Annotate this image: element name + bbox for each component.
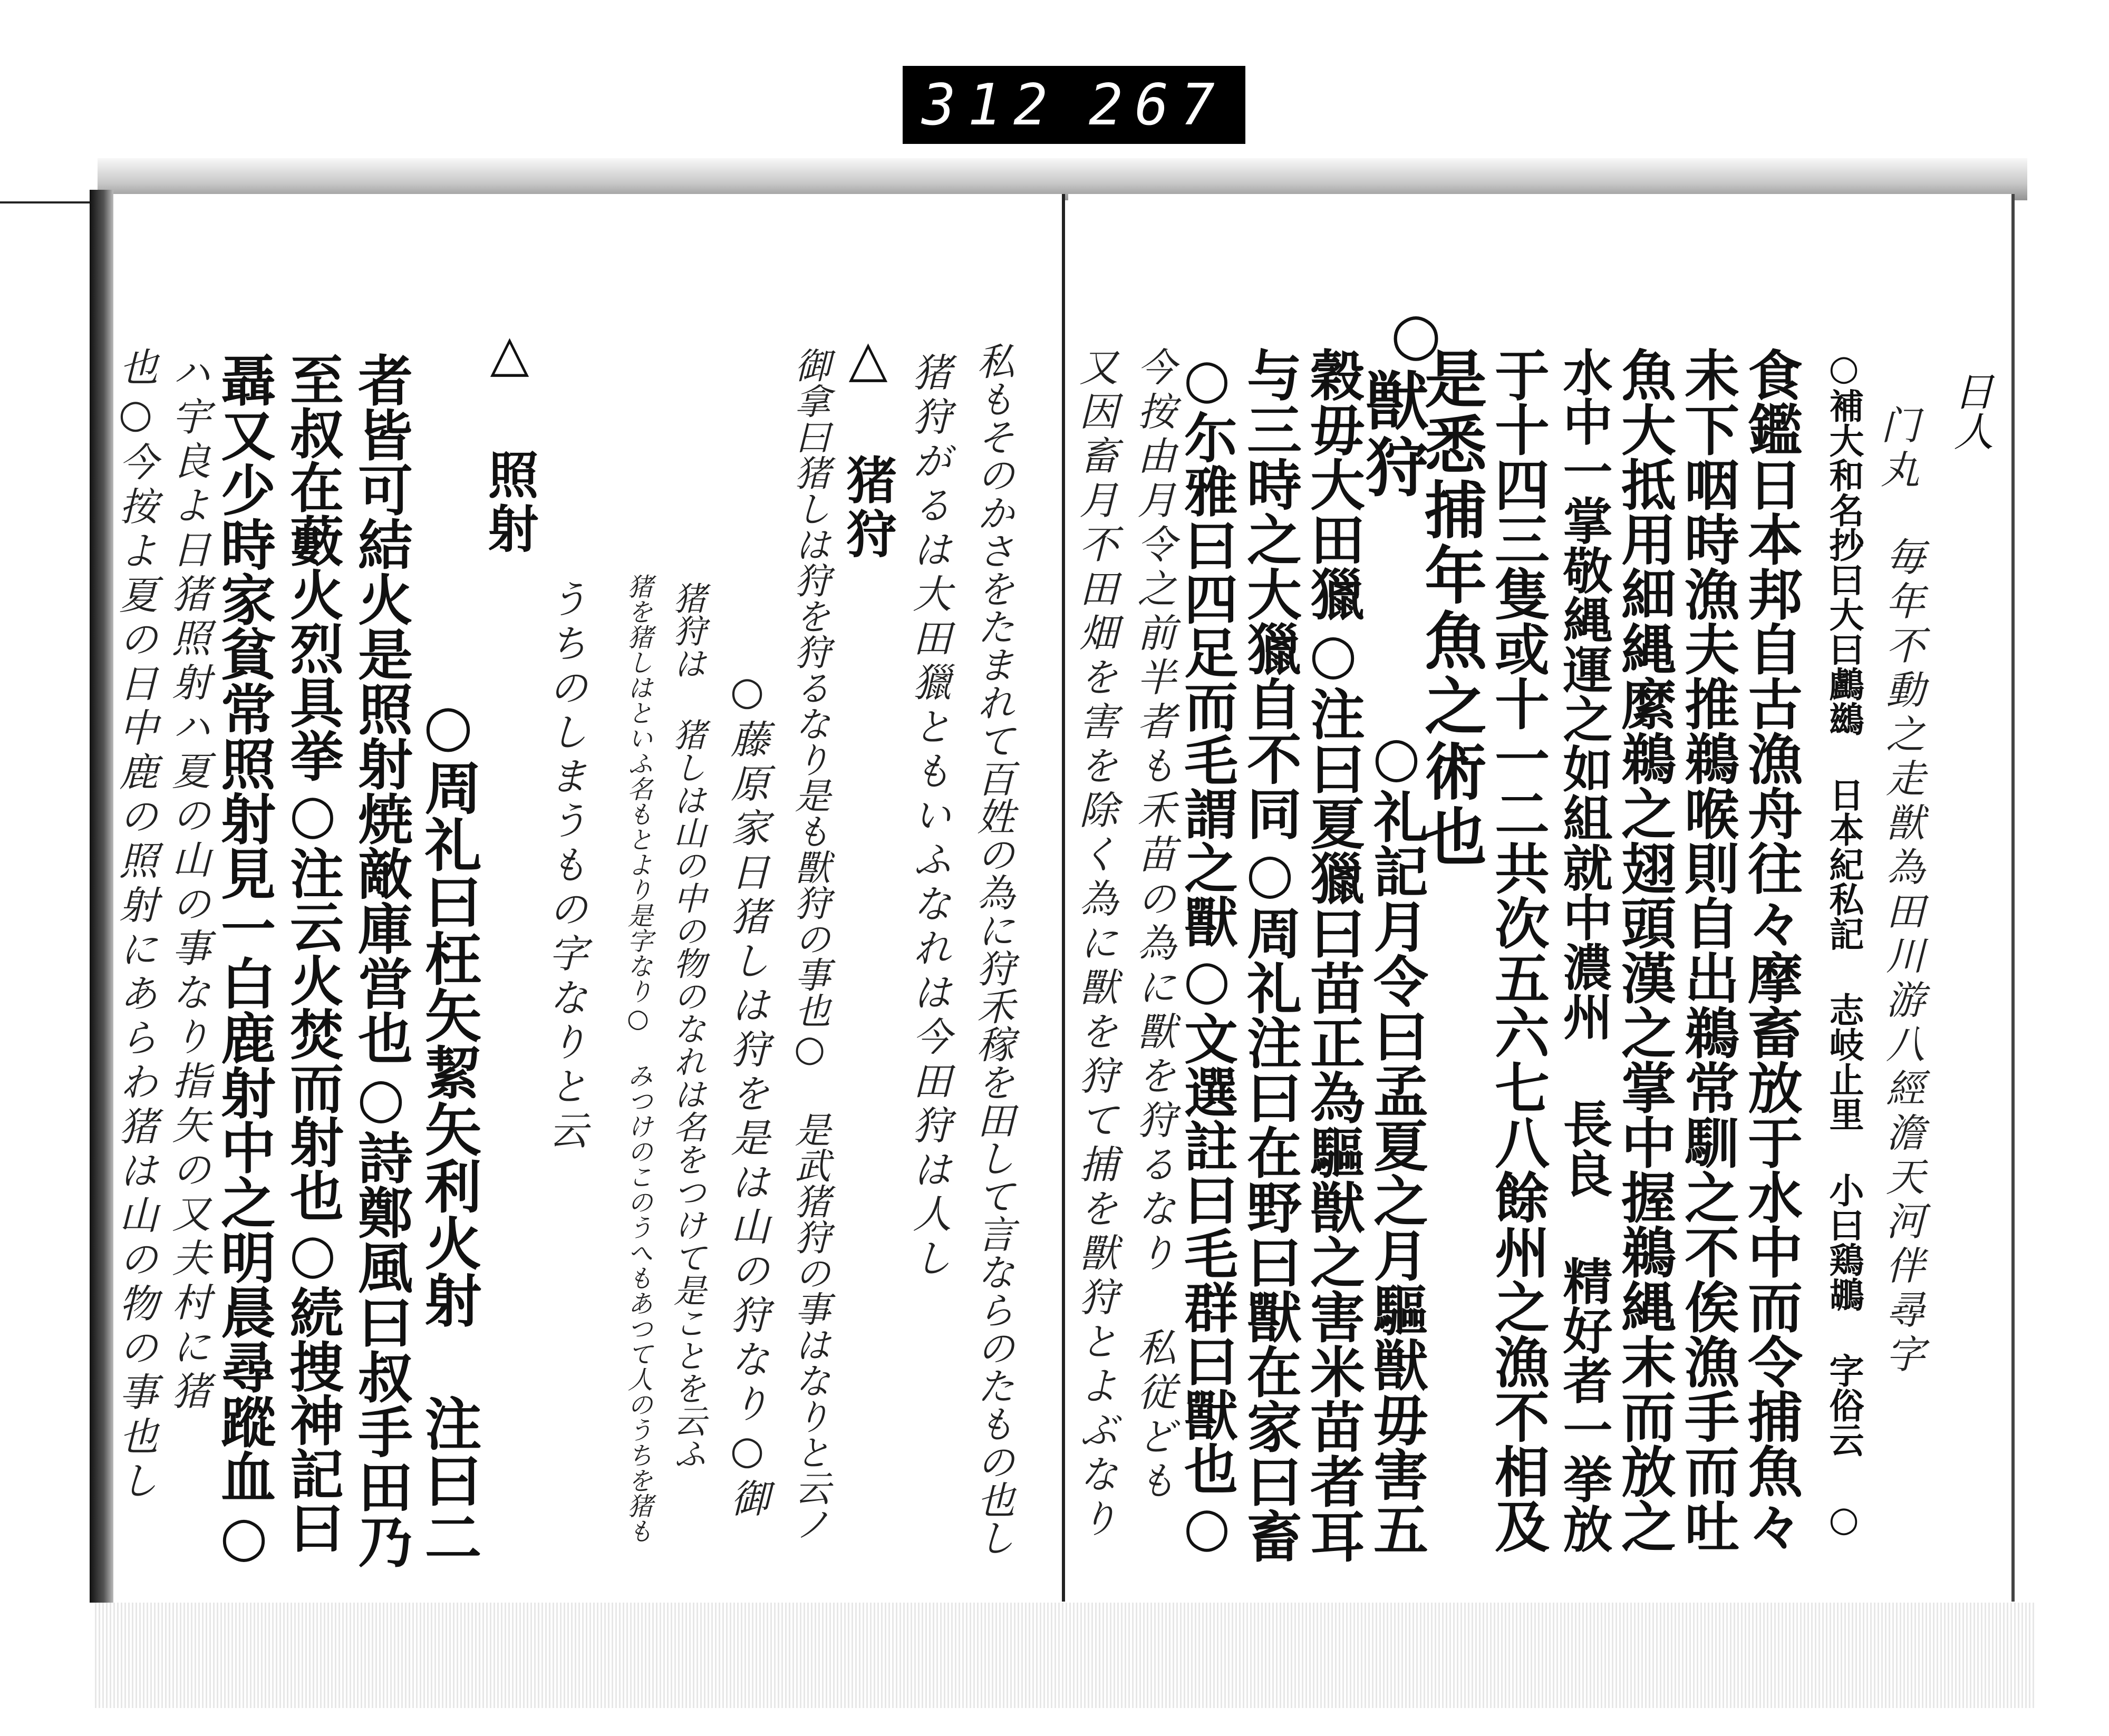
header-title-line: 毎年不動之走獣為田川游八經澹天河伴尋字 xyxy=(1880,537,1925,1378)
page-stack-edges xyxy=(95,1603,2035,1708)
text-column: 猪を猪しはといふ名もとより是字なり○ みつけのこのうへもあつて人のうちを猪も xyxy=(623,574,653,1544)
text-column: 至叔在藪火烈具挙○注云火焚而射也○続捜神記曰 xyxy=(281,352,344,1554)
text-column: ○藤原家日猪しは狩を是は山の狩なり○御 xyxy=(724,668,770,1522)
text-column: 魚大抵用細縄縻鵜之翅頭漢之掌中握鵜縄末而放之 xyxy=(1612,347,1677,1553)
text-column: ハ宇良よ日猪照射ハ夏の山の事なり指矢の又夫村に猪 xyxy=(166,352,211,1415)
text-column: 于十四三隻或十一二共次五六七八餘州之漁不相及 xyxy=(1485,347,1550,1553)
text-column: 食鑑日本邦自古漁舟往々摩畜放于水中而令捕魚々 xyxy=(1738,347,1803,1553)
header-side-note: 日人 xyxy=(1947,371,1994,451)
text-column: 水中一掌敬縄運之如組就中濃州 長良 精好者一挙放 xyxy=(1554,347,1612,1553)
left-page xyxy=(113,194,1065,1602)
chapter-label: 门丸 xyxy=(1874,405,1920,493)
section-heading: △ 猪狩 xyxy=(838,328,898,561)
right-page xyxy=(1068,194,2015,1602)
text-column: 私もそのかさをたまれて百姓の為に狩禾稼を田して言ならのたもの也し xyxy=(971,342,1015,1556)
text-column: 猪狩は 猪しは山の中の物のなれは名をつけて是ことを云ふ xyxy=(668,581,707,1470)
text-column: 穀毋大田獵○注曰夏獵曰苗正為驅獣之害米苗者耳 xyxy=(1301,347,1366,1563)
text-column: 今按由月令之前半者も禾苗の為に獸を狩るなり 私従ども xyxy=(1131,347,1176,1505)
text-column: 御拿曰猪しは狩を狩るなり是も獸狩の事也○ 是武猪狩の事はなりと云ノ xyxy=(789,347,830,1541)
text-column: 者皆可結火是照射焼敵庫営也○詩鄭風曰叔手田乃 xyxy=(349,352,413,1568)
scan-edge-line xyxy=(0,201,98,203)
text-column: ○尓雅曰四足而毛謂之獸○文選註曰毛群曰獸也○ xyxy=(1175,347,1239,1558)
section-marker: ○ xyxy=(1382,299,1450,367)
text-column: 未下咽時漁夫推鵜喉則自出鵜常馴之不俟漁手而吐 xyxy=(1675,347,1740,1553)
text-column: ○補大和名抄曰大曰鸕鷀 日本紀私記 志岐止里 小曰鶏鶘 字俗云 ○ xyxy=(1823,347,1864,1539)
book-edge-shadow xyxy=(90,190,113,1603)
frame-number-right: 267 xyxy=(1088,72,1226,138)
text-column: 聶又少時家貧常照射見一白鹿射中之明晨尋蹤血○ xyxy=(211,352,276,1568)
section-heading: 獣狩 xyxy=(1355,368,1429,501)
section-heading: △ 照射 xyxy=(480,323,539,556)
text-column: ○礼記月令曰孟夏之月驅獣毋害五 xyxy=(1364,724,1429,1556)
text-column: ○周礼曰枉矢絜矢利火射 注曰二 xyxy=(415,692,481,1565)
text-column: 是悉捕年魚之術也 xyxy=(1414,347,1487,870)
text-column: 又因畜月不田畑を害を除く為に獸を狩て捕を獸狩とよぶなり xyxy=(1073,347,1118,1543)
text-column: 猪狩がるは大田獵ともいふなれは今田狩は人し xyxy=(906,352,952,1282)
text-column: うちのしまうもの字なりと云 xyxy=(543,579,588,1155)
frame-number-label xyxy=(903,66,1245,144)
frame-number-left: 312 xyxy=(922,72,1060,138)
text-column: 也○今按よ夏の日中鹿の照射にあらわ猪は山の物の事也し xyxy=(113,347,158,1505)
text-column: 与三時之大獵自不同○周礼注曰在野曰獸在家曰畜 xyxy=(1237,347,1302,1563)
